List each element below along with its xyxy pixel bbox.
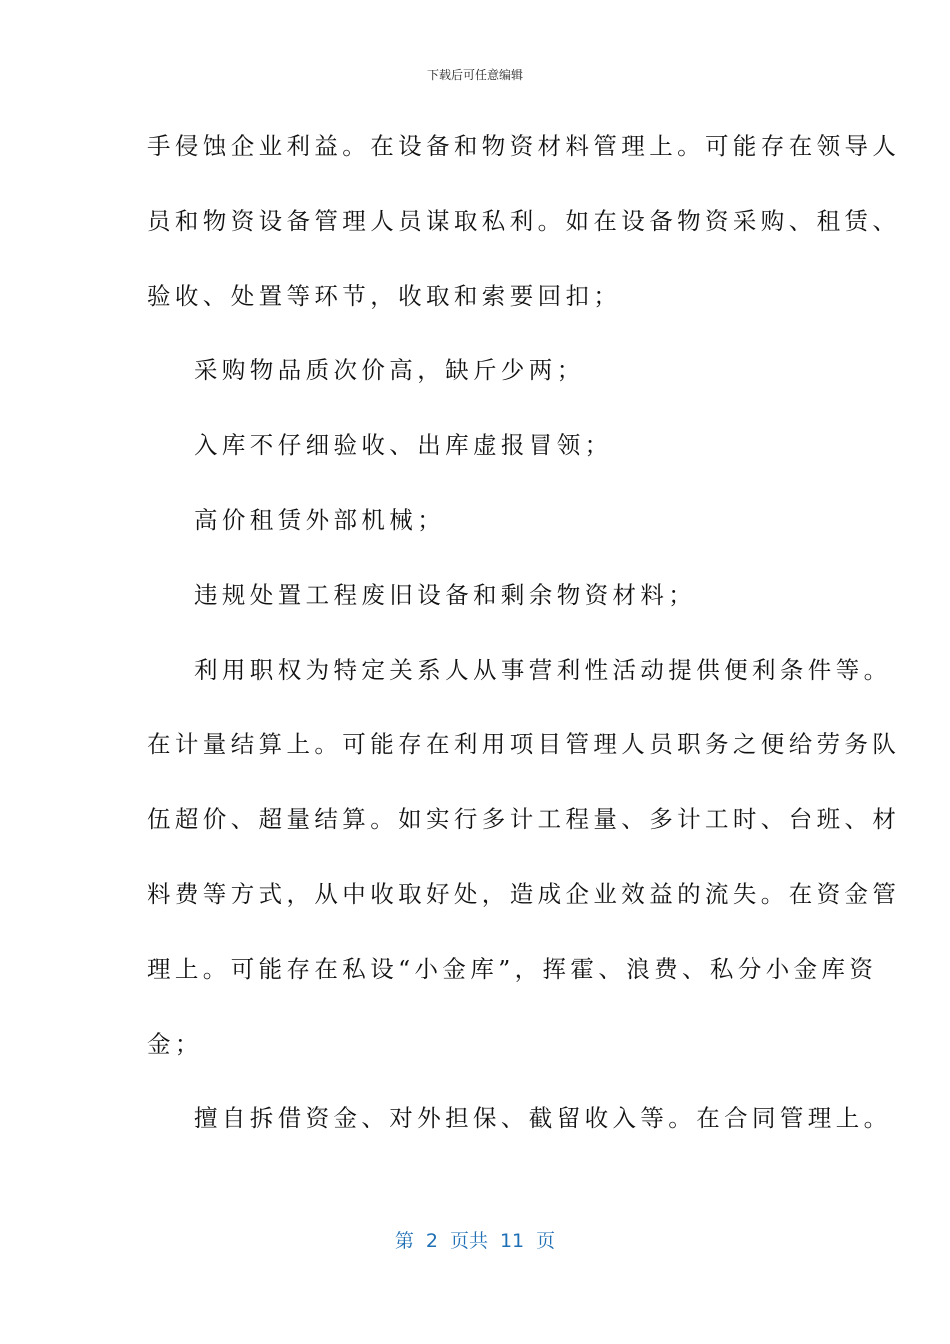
text-line: 伍超价、超量结算。如实行多计工程量、多计工时、台班、材 [147, 805, 901, 834]
page-number: 2 [425, 1230, 438, 1252]
text-line: 员和物资设备管理人员谋取私利。如在设备物资采购、租赁、 [147, 206, 901, 235]
text-line: 料费等方式，从中收取好处，造成企业效益的流失。在资金管 [147, 879, 901, 908]
page-footer [0, 1226, 950, 1253]
text-line: 入库不仔细验收、出库虚报冒领； [194, 431, 613, 460]
text-line: 手侵蚀企业利益。在设备和物资材料管理上。可能存在领导人 [147, 132, 901, 160]
text-line: 利用职权为特定关系人从事营利性活动提供便利条件等。 [194, 655, 892, 684]
text-line: 违规处置工程废旧设备和剩余物资材料； [194, 580, 697, 609]
text-line: 擅自拆借资金、对外担保、截留收入等。在合同管理上。 [194, 1104, 892, 1133]
text-line: 在计量结算上。可能存在利用项目管理人员职务之便给劳务队 [147, 730, 901, 759]
text-line: 采购物品质次价高，缺斤少两； [194, 356, 585, 385]
footer-suffix: 页 [536, 1230, 556, 1252]
text-line: 理上。可能存在私设“小金库”，挥霍、浪费、私分小金库资 [147, 954, 878, 983]
text-line: 金； [147, 1029, 203, 1058]
footer-prefix: 第 [394, 1230, 414, 1252]
document-body [147, 127, 901, 1174]
text-line: 高价租赁外部机械； [194, 505, 446, 534]
footer-middle: 页共 [449, 1230, 488, 1252]
text-line: 验收、处置等环节，收取和索要回扣； [147, 281, 622, 310]
page-header: 下载后可任意编辑 [426, 68, 523, 82]
total-pages: 11 [499, 1230, 525, 1252]
